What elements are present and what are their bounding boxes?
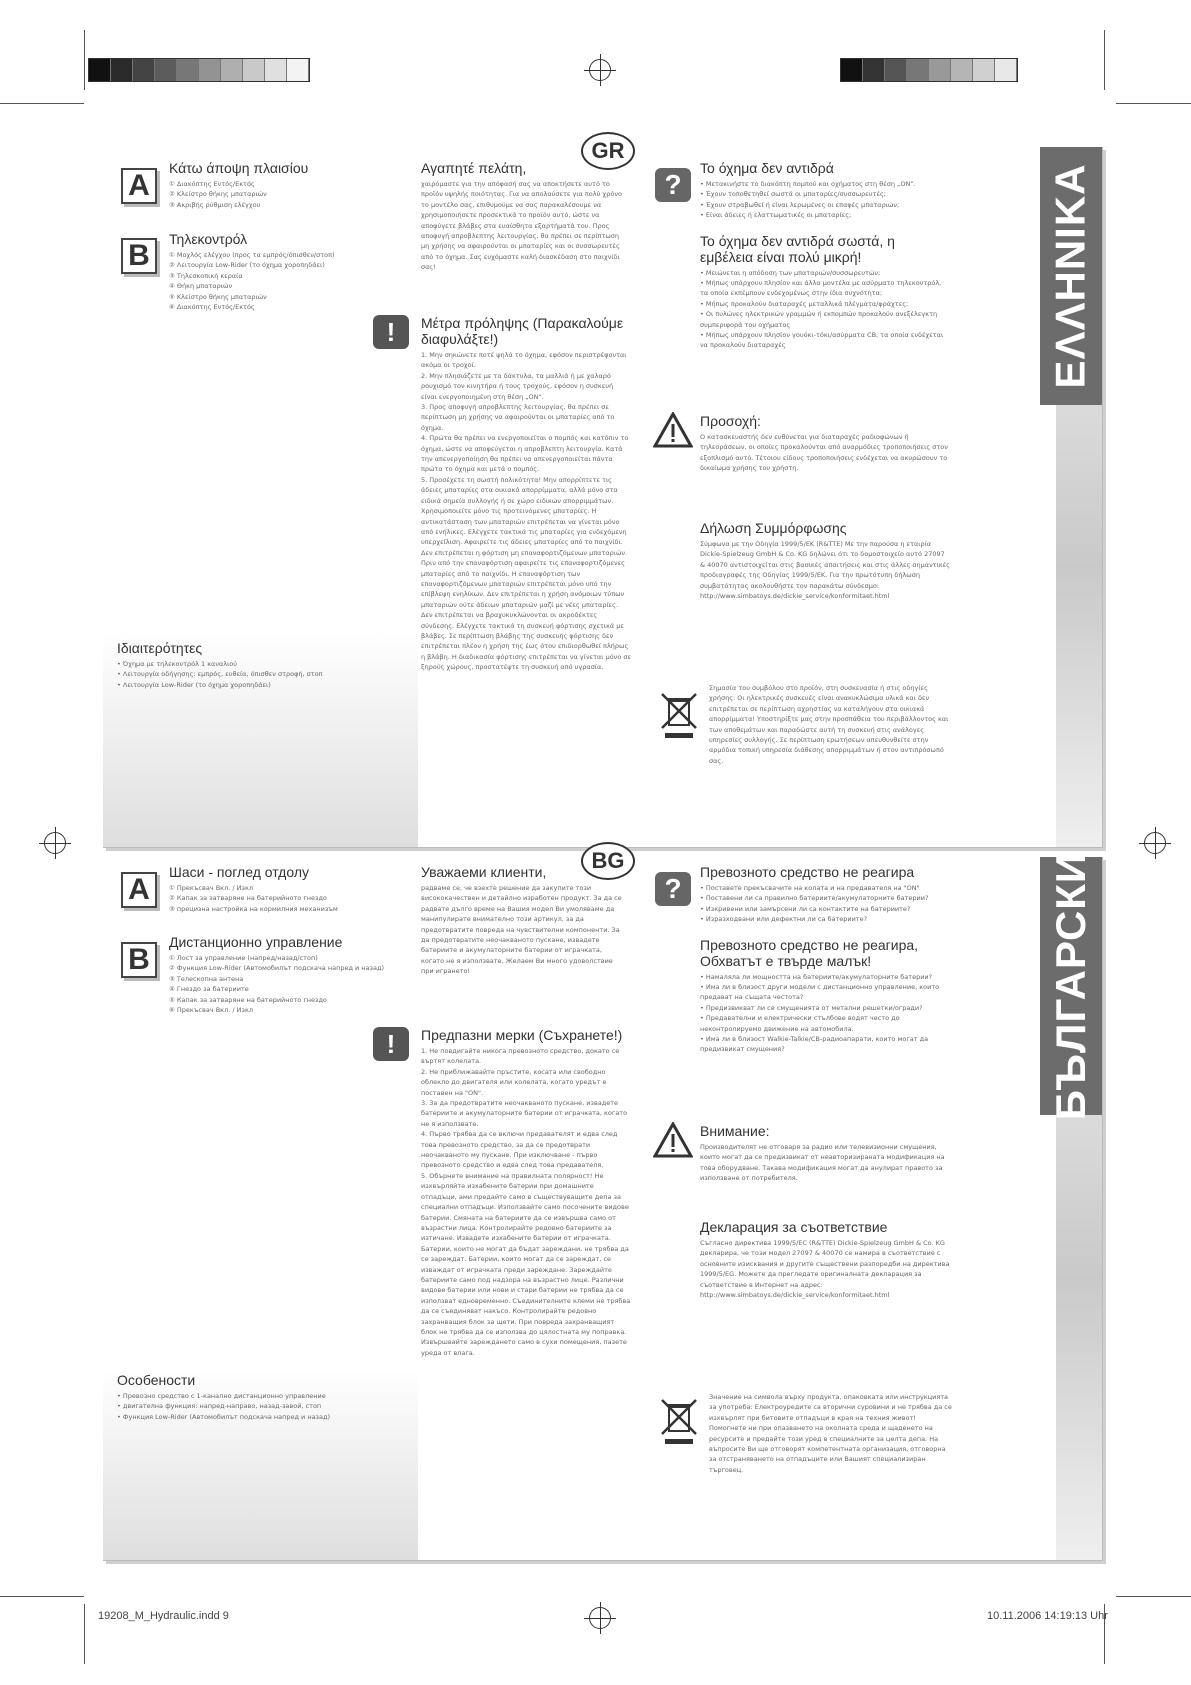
caution-section xyxy=(700,1123,950,1184)
body-text: Съгласно директива 1999/5/EC (R&TTE) Dickie-Spielzeug GmbH & Co. KG декларира, че този модел 27097 & 40070 се намира в съответствие с основните изисквания и другите съществени разпоредби на директива 1999/5/EG. Можете да прегледате оригиналната декларация за съответствие в Интернет на адрес: xyxy=(700,1239,950,1289)
features-section xyxy=(117,1372,407,1422)
body-text: Σύμφωνα με την Οδηγία 1999/5/ΕΚ (R&TTE) Με την παρούσα η εταιρία Dickie-Spielzeug GmbH & Co. KG δηλώνει ότι το δομοστοιχείο αυτό 27097 & 40070 αντιστοιχείται στις βασικές απαιτήσεις και στις άλλες σημαντικές προδιαγραφές της Οδηγίας 1999/5/ΕΚ. Για την πρωτότυπη δήλωση συμβατότητας ακολουθήστε τον παρακάτω σύνδεσμο: xyxy=(700,540,950,590)
list-item: ⑥ Прекъсвач Вкл. / Изкл xyxy=(169,1006,254,1015)
color-registration-bar-right xyxy=(840,58,1018,82)
section-title: Уважаеми клиенти, xyxy=(421,864,547,880)
section-title: Внимание: xyxy=(700,1123,770,1139)
list-item: ③ прецизна настройка на кормилния механизъм xyxy=(169,904,338,913)
safety-section xyxy=(421,1027,631,1358)
parts-list xyxy=(169,953,419,1015)
list-item: ④ Гнездо за батериите xyxy=(169,985,249,994)
crop-mark xyxy=(0,1596,84,1597)
greek-panel xyxy=(103,138,1103,848)
list-item: • Έχουν στραβωθεί ή είναι λερωμένες οι επαφές μπαταριών; xyxy=(700,200,945,210)
section-title: Μέτρα πρόληψης (Παρακαλούμε διαφυλάξτε!) xyxy=(421,315,624,347)
warning-triangle-icon xyxy=(653,412,693,448)
declaration-url[interactable]: http://www.simbatoys.de/dickie_service/konformitaet.html xyxy=(700,592,890,601)
crop-mark xyxy=(0,103,84,104)
section-title: Κάτω άποψη πλαισίου xyxy=(169,160,309,176)
list-item: • Λειτουργία οδήγησης: εμπρός, ευθεία, όπισθεν στροφή, στοπ xyxy=(117,669,407,679)
remote-control-section xyxy=(169,231,419,312)
list-item: 2. Не приближавайте пръстите, косата или свободно облекло до двигателя или колелата, когато уредът е поставен на "ON". xyxy=(421,1067,607,1097)
list-item: 5. Обърнете внимание на правилната полярност! Не изхвърляйте изхабените батерии при домашните отпадъци, ами предайте само в съществуващите депа за специални отпадъци. Използвайте само посочените видове батерии. Смяната на батериите да се извършва само от възрастни лица. Контролирайте редовно батериите за изтичане. Извадете изхабените батерии от играчката. Батерии, които не могат да бъдат зареждани, не трябва да се зареждат. Батерии, които могат да се зареждат, се изваждат от играчката преди зареждане. Зареждайте батериите само под надзора на възрастно лице. Различни видове батерии или нови и стари батерии не трябва да се използват едновременно. Съединителните клеми не трябва да се съединяват накъсо. Контролирайте редовно захранващия блок за щети. При повреда захранващият блок не трябва да се използва до цялостната му поправка. Извършвайте зареждането само в сухи помещения, пазете уреда от влага. xyxy=(421,1171,631,1357)
crop-mark xyxy=(1116,103,1191,104)
section-title: Шаси - поглед отдолу xyxy=(169,864,309,880)
list-item: • Όχημα με τηλεκοντρόλ 1 καναλιού xyxy=(117,659,407,669)
list-item: • Функция Low-Rider (Автомобилът подскача напред и назад) xyxy=(117,1412,407,1422)
section-letter-b: B xyxy=(121,238,157,274)
list-item: • Λειτουργία Low-Rider (το όχημα χοροπηδάει) xyxy=(117,680,407,690)
exclamation-icon: ! xyxy=(373,1027,409,1061)
parts-list xyxy=(169,250,419,312)
section-title: Τηλεκοντρόλ xyxy=(169,231,248,247)
list-item: 3. За да предотвратите неочакваното пускане, извадете батериите и акумулаторните батерии от играчката, когато не я използвате. xyxy=(421,1099,628,1128)
crossed-bin-icon xyxy=(659,1397,699,1445)
section-letter-a: A xyxy=(121,872,157,908)
language-tab: БЪЛГАРСКИ xyxy=(1040,857,1102,1115)
list-item: • Превозно средство с 1-канално дистанционно управление xyxy=(117,1391,407,1401)
section-title: Превозното средство не реагира, Обхватът е твърде малък! xyxy=(700,936,919,969)
list-item: ② Κλείστρο θήκης μπαταριών xyxy=(169,190,267,199)
color-registration-bar-left xyxy=(88,58,310,82)
list-item: 4. Πρώτα θα πρέπει να ενεργοποιείται ο πομπός και κατόπιν το όχημα, ώστε να αποφεύγεται η απροβλεπτη λειτουργία. Κατά την απενεργοποίηση θα πρέπει να απενεργοποιείται πάντα πρώτα το όχημα και μετά ο πομπός. xyxy=(421,434,629,474)
question-icon: ? xyxy=(655,872,691,906)
section-title: Το όχημα δεν αντιδρά xyxy=(700,160,834,176)
registration-target-bottom-icon xyxy=(589,1607,611,1629)
list-item: ③ Τηλεσκοπική κεραία xyxy=(169,271,243,280)
list-item: ⑤ Капак за затваряне на батерийното гнездо xyxy=(169,995,327,1004)
list-item: • Предавателни и електрически стълбове водят често до неконтролируемо движение на автомобила. xyxy=(700,1013,945,1034)
list-item: ① Διακόπτης Εντός/Εκτός xyxy=(169,180,255,188)
list-item: • двигателна функция: напред-направо, назад-завой, стоп xyxy=(117,1401,407,1411)
underside-view-section xyxy=(169,864,409,914)
list-item: • Намаляла ли мощността на батериите/акумулаторните батерии? xyxy=(700,972,945,982)
list-item: 1. Не повдигайте никога превозното средство, докато се въртят колелата. xyxy=(421,1047,620,1066)
crossed-bin-icon xyxy=(659,691,699,739)
registration-target-right-icon xyxy=(1144,832,1166,854)
troubleshooting-section xyxy=(700,160,945,351)
list-item: 3. Προς αποφυγή απροβλεπτης λειτουργίας, θα πρέπει σε περίπτωση μη χρήσης να αφαιρούνται οι μπαταρίες από το όχημα. xyxy=(421,403,615,432)
section-title: Προσοχή: xyxy=(700,413,761,429)
disposal-section xyxy=(709,1392,955,1475)
troubleshooting-list xyxy=(700,268,945,351)
country-code-badge: GR xyxy=(581,132,635,170)
body-text: Производителят не отговаря за радио или телевизионни смущения, които могат да се предизвикат от неавторизираната модификация на това оборудване. Такава модификация могат да анулират правото за използване от потребителя. xyxy=(700,1143,945,1183)
section-title: Предпазни мерки (Съхранете!) xyxy=(421,1027,623,1043)
question-icon: ? xyxy=(655,168,691,202)
list-item: • Μειώνεται η απόδοση των μπαταριών/συσσωρευτών; xyxy=(700,268,945,278)
list-item: ⑥ Διακόπτης Εντός/Εκτός xyxy=(169,303,255,312)
features-list xyxy=(117,1391,407,1422)
print-timestamp: 10.11.2006 14:19:13 Uhr xyxy=(987,1610,1108,1622)
section-title: Особености xyxy=(117,1372,196,1388)
safety-section xyxy=(421,315,631,673)
caution-section xyxy=(700,413,950,474)
list-item: ② Функция Low-Rider (Автомобилът подскача напред и назад) xyxy=(169,964,385,973)
troubleshooting-section xyxy=(700,864,945,1055)
underside-view-section xyxy=(169,160,409,210)
remote-control-section xyxy=(169,934,419,1015)
exclamation-icon: ! xyxy=(373,315,409,349)
crop-mark xyxy=(1116,1596,1191,1597)
crop-mark xyxy=(84,30,85,90)
body-text: радваме се, че взехте решение да закупите този висококачествен и детайлно изработен продукт. За да се радвате дълго време на Вашия модел Ви умоляваме да манипулирате внимателно този артикул, за да предотвратите повреда на чувствителни компоненти. За да предотвратите неочакваното пускане, извадете батериите и акумулаторните батерии от играчката, когато не я използвате. Желаем Ви много удоволствие при игрането! xyxy=(421,884,622,976)
crop-mark xyxy=(1104,30,1105,90)
list-item: • Поставете прекъсвачите на колата и на предавателя на "ON" xyxy=(700,883,945,893)
crop-mark xyxy=(84,1604,85,1664)
section-title: Ιδιαιτερότητες xyxy=(117,640,203,656)
list-item: ② Капак за затваряне на батерийното гнездо xyxy=(169,894,327,903)
language-tab: ΕΛΛΗΝΙΚΑ xyxy=(1040,147,1102,405)
registration-target-top-icon xyxy=(589,59,611,81)
declaration-section xyxy=(700,1219,950,1300)
file-slug: 19208_M_Hydraulic.indd 9 xyxy=(98,1610,229,1622)
list-item: 1. Μην σηκώνετε ποτέ ψηλά το όχημα, εφόσον περιστρέφονται ακόμα οι τροχοί. xyxy=(421,351,627,370)
parts-list xyxy=(169,883,409,914)
section-title: Δήλωση Συμμόρφωσης xyxy=(700,520,847,536)
disposal-section xyxy=(709,683,955,766)
section-title: Дистанционно управление xyxy=(169,934,343,950)
list-item: ③ Телескопна антена xyxy=(169,974,244,983)
list-item: • Има ли в близост Walkie-Talkie/CB-радиоапарати, които могат да предизвикат смущения? xyxy=(700,1034,945,1055)
safety-list xyxy=(421,1046,631,1358)
troubleshooting-list xyxy=(700,972,945,1055)
list-item: • Είναι άδειες ή ελαττωματικές οι μπαταρίες; xyxy=(700,210,945,220)
list-item: 2. Μην πλησιάζετε με τα δάκτυλα, τα μαλλιά ή με χαλαρό ρουχισμό τον κινητήρα ή τους τροχούς, εφόσον η συσκευή είναι ενεργοποιημένη στη θέση „ON“. xyxy=(421,371,614,401)
warning-triangle-icon xyxy=(653,1122,693,1158)
list-item: • Έχουν τοποθετηθεί σωστά οι μπαταρίες/συσσωρευτές; xyxy=(700,189,945,199)
registration-target-left-icon xyxy=(44,832,66,854)
declaration-url[interactable]: http://www.simbatoys.de/dickie_service/konformitaet.html xyxy=(700,1291,890,1300)
dear-customer-section xyxy=(421,160,626,273)
list-item: • Изразходвани или дефектни ли са батериите? xyxy=(700,914,945,924)
list-item: • Οι πυλώνες ηλεκτρικών γραμμών ή εκπομπών προκαλούν ανεξέλεγκτη συμπεριφορά του οχήματος xyxy=(700,309,945,330)
list-item: ③ Ακριβής ρύθμιση ελέγχου xyxy=(169,200,261,209)
body-text: Значение на символа върху продукта, опаковката или инструкцията за употреба: Електроуредите са вторични суровини и не трябва да се изхвърлят при битовите отпадъци в края на техния живот! Помогнете ни при опазването на околната среда и щаденето на ресурсите и предайте този уред в специалните за целта депа. На въпросите Ви ще отговорят компетентната организация, отговорна за отстраняването на отпадъците или Вашият специализиран търговец. xyxy=(709,1393,952,1474)
troubleshooting-list xyxy=(700,179,945,221)
list-item: ④ Θήκη μπαταριών xyxy=(169,282,233,291)
list-item: 4. Първо трябва да се включи предавателят и едва след това превозното средство, за да се предотврати неочакваното му пускане. При изключване - първо превозното средство и едва след това предавателя. xyxy=(421,1130,618,1170)
safety-list xyxy=(421,350,631,673)
section-title: Το όχημα δεν αντιδρά σωστά, η εμβέλεια είναι πολύ μικρή! xyxy=(700,232,895,265)
body-text: χαιρόμαστε για την απόφασή σας να αποκτήσετε αυτό το προϊόν υψηλής ποιότητας. Για να απολαύσετε για πολύ χρόνο το μοντέλο σας, επιθυμούμε να σας παρακαλέσουμε να χρησιμοποιήσετε προσεκτικά το προϊόν αυτό, ώστε να αποφύγετε βλάβες στα ευαίσθητα εξαρτήματά του. Προς αποφυγή απροβλεπτης λειτουργίας, θα πρέπει σε περίπτωση μη χρήσης να αφαιρούνται οι μπαταρίες και οι συσσωρευτές από το όχημα. Σας ευχόμαστε καλή διασκέδαση στο παιχνίδι σας! xyxy=(421,180,622,272)
body-text: Σημασία του συμβόλου στο προϊόν, στη συσκευασία ή στις οδηγίες χρήσης: Οι ηλεκτρικές συσκευές είναι ανακυκλώσιμα υλικά και δεν επιτρέπεται σε περίπτωση αχρηστίας να καταλήγουν στα οικιακά απορρίμματα! Υποστηρίξτε μας στην προσπάθεια του περιβάλλοντος και των αποθεμάτων και παραδώστε αυτή τη συσκευή στις ανάλογες υπηρεσίες συλλογής. Σε περίπτωση ερωτήσεων απευθυνθείτε στην αρμόδια τοπική υπηρεσία διάθεσης απορριμμάτων ή στον αντιπρόσωπό σας. xyxy=(709,684,949,765)
section-title: Декларация за съответствие xyxy=(700,1219,888,1235)
list-item: • Предизвикват ли се смущенията от метални решетки/огради? xyxy=(700,1003,945,1013)
section-letter-a: A xyxy=(121,168,157,204)
bulgarian-panel xyxy=(103,848,1103,1561)
list-item: • Поставени ли са правилно батериите/акумулаторните батерии? xyxy=(700,893,945,903)
section-letter-b: B xyxy=(121,942,157,978)
parts-list xyxy=(169,179,409,210)
troubleshooting-list xyxy=(700,883,945,925)
section-title: Αγαπητέ πελάτη, xyxy=(421,160,527,176)
list-item: ② Λειτουργία Low-Rider (το όχημα χοροπηδάει) xyxy=(169,261,325,270)
features-list xyxy=(117,659,407,690)
list-item: • Μήπως προκαλούν διαταραχές μεταλλικά πλέγματα/φράχτες; xyxy=(700,299,945,309)
list-item: 5. Προσέχετε τη σωστή πολικότητα! Μην απορρίπτετε τις άδειες μπαταρίες στα οικιακά απορρίμματα, αλλά μόνο στα ειδικά σημεία συλλογής ή σε χώρο ειδικών απορριμμάτων. Χρησιμοποιείτε μόνο τις προτεινόμενες μπαταρίες. Η αντικατάσταση των μπαταριών επιτρέπεται να γίνεται μόνο από ενήλικες. Ελέγχετε τακτικά τις μπαταρίες για ενδεχόμενη υπερχείλιση. Αφαιρείτε τις άδειες μπαταρίες από το παιχνίδι. Δεν επιτρέπεται η φόρτιση μη επαναφορτιζόμενων μπαταριών. Πριν από την επαναφόρτιση αφαιρείτε τις επαναφορτιζόμενες μπαταρίες από το παιχνίδι. Η επαναφόρτιση των επαναφορτιζόμενων μπαταριών επιτρέπεται μόνο υπό την επίβλεψη ενηλίκων. Δεν επιτρέπεται η χρήση ανόμοιων τύπων μπαταριών ούτε άδειων μπαταριών μαζί με νέες μπαταρίες. Δεν επιτρέπεται να βραχυκυκλώνονται οι ακροδέκτες σύνδεσης. Ελέγχετε τακτικά τη συσκευή φόρτισης σχετικά με βλάβες. Σε περίπτωση βλάβης της συσκευής φόρτισης δεν επιτρέπεται πλέον η χρήση της έως ότου επιδιορθωθεί πλήρως η βλάβη. Η διαδικασία φόρτισης επιτρέπεται να γίνεται μόνο σε ξηρούς χώρους, προστατέψτε τη συσκευή από υγρασία. xyxy=(421,475,631,672)
list-item: ⑤ Κλείστρο θήκης μπαταριών xyxy=(169,292,267,301)
list-item: • Μήπως υπάρχουν πλησίον γουόκι-τόκι/ασύρματα CB, τα οποία ενδέχεται να προκαλούν διαταραχές xyxy=(700,330,945,351)
country-code-badge: BG xyxy=(581,842,635,880)
list-item: • Μετακινήστε το διακόπτη πομπού και οχήματος στη θέση „ON“. xyxy=(700,179,945,189)
list-item: • Има ли в близост други модели с дистанционно управление, които предават на същата честота? xyxy=(700,982,945,1003)
section-title: Превозното средство не реагира xyxy=(700,864,915,880)
list-item: ① Лост за управление (напред/назад/стоп) xyxy=(169,954,318,962)
features-section xyxy=(117,640,407,690)
list-item: ① Μοχλός ελέγχου (προς τα εμπρός/όπισθεν/στοπ) xyxy=(169,251,335,259)
declaration-section xyxy=(700,520,950,601)
list-item: • Μήπως υπάρχουν πλησίον και άλλα μοντέλα με ασύρματο τηλεκοντρόλ, τα οποία εκπέμπουν ενδεχομένως στην ίδια συχνότητα; xyxy=(700,278,945,299)
list-item: • Изкривени или замърсени ли са контактите на батериите? xyxy=(700,904,945,914)
list-item: ① Прекъсвач Вкл. / Изкл xyxy=(169,884,254,892)
dear-customer-section xyxy=(421,864,626,977)
body-text: Ο κατασκευαστής δεν ευθύνεται για διαταραχές ραδιοφώνων ή τηλεοράσεων, οι οποίες προκαλούνται από αναρμόδιες τροποποιήσεις στον εξοπλισμό αυτό. Τέτοιου είδους τροποποιήσεις ενδέχεται να ακυρώσουν το δικαίωμα χρήσης του χρήστη. xyxy=(700,433,948,473)
